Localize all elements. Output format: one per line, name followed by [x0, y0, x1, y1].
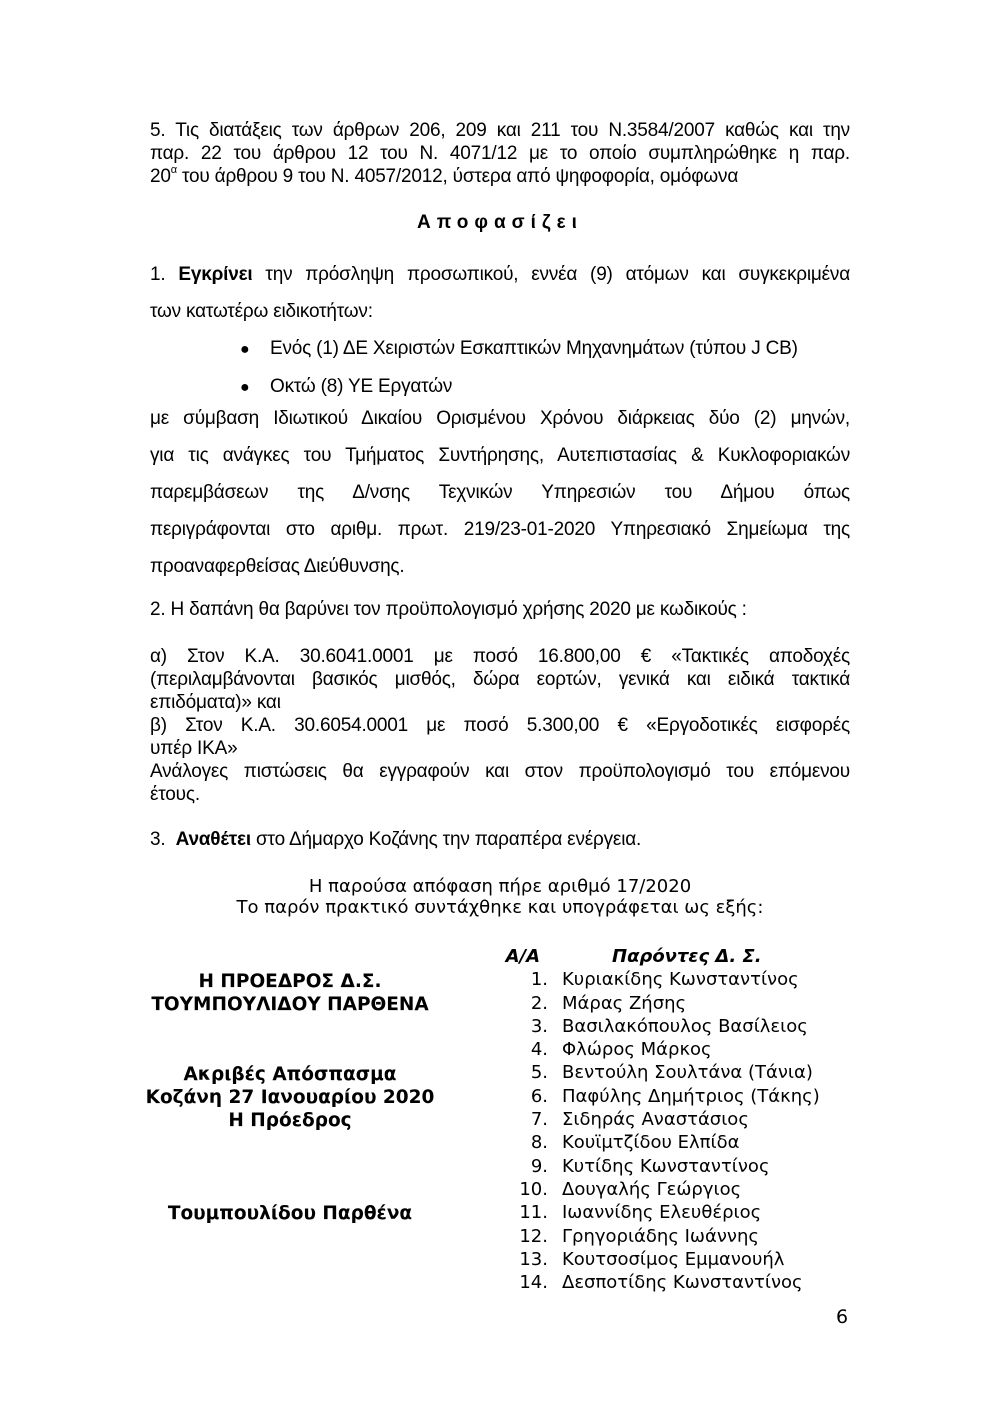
list-item: 5. Βεντούλη Σουλτάνα (Τάνια) — [530, 1062, 813, 1084]
entry-line: α) Στον Κ.Α. 30.6041.0001 με ποσό 16.800,00 € «Τακτικές αποδοχές — [150, 646, 850, 667]
closing-line-2: Το παρόν πρακτικό συντάχθηκε και υπογράφεται ως εξής: — [236, 897, 764, 918]
list-item: 6. Παφύλης Δημήτριος (Τάκης) — [530, 1085, 820, 1107]
item-3-verb: Αναθέτει — [175, 829, 251, 850]
list-item: 10. Δουγαλής Γεώργιος — [519, 1178, 742, 1200]
paragraph-line: περιγράφονται στο αριθμ. πρωτ. 219/23-01-2020 Υπηρεσιακό Σημείωμα της — [150, 519, 850, 540]
list-item: 2. Μάρας Ζήσης — [530, 992, 687, 1014]
paragraph-line: παρεμβάσεων της Δ/νσης Τεχνικών Υπηρεσιών του Δήμου όπως — [150, 482, 850, 503]
paragraph-line: με σύμβαση Ιδιωτικού Δικαίου Ορισμένου Χρόνου διάρκειας δύο (2) μηνών, — [150, 408, 850, 429]
entry-line: υπέρ ΙΚΑ» — [150, 738, 238, 759]
list-item: 1. Κυριακίδης Κωνσταντίνος — [530, 969, 799, 991]
intro-paragraph — [150, 119, 850, 188]
signature-block — [140, 970, 440, 1230]
item-1-line-1: 1. Εγκρίνει την πρόσληψη προσωπικού, εννέα (9) ατόμων και συγκεκριμένα — [150, 264, 850, 285]
bullet-icon: ● — [240, 341, 250, 358]
entry-alpha — [150, 645, 850, 714]
signer-name: Τουμπουλίδου Παρθένα — [167, 1203, 413, 1224]
president-title: Η ΠΡΟΕΔΡΟΣ Δ.Σ. — [198, 971, 382, 992]
item-1-line-2: των κατωτέρω ειδικοτήτων: — [150, 301, 373, 322]
list-item: 3. Βασιλακόπουλος Βασίλειος — [530, 1015, 808, 1037]
intro-line-1: 5. Τις διατάξεις των άρθρων 206, 209 και 211 του Ν.3584/2007 καθώς και την — [150, 120, 850, 141]
item-1-verb: Εγκρίνει — [178, 264, 253, 285]
members-list — [470, 945, 850, 1294]
item-1 — [150, 256, 850, 330]
entry-line: επιδόματα)» και — [150, 692, 281, 713]
list-item: 7. Σιδηράς Αναστάσιος — [530, 1109, 749, 1131]
closing-line-1: Η παρούσα απόφαση πήρε αριθμό 17/2020 — [308, 876, 692, 897]
intro-line-3: $20^\alpha$ του άρθρου 9 του Ν. 4057/2012, ύστερα από ψηφοφορία, ομόφωνα — [150, 164, 739, 187]
note-line: Ανάλογες πιστώσεις θα εγγραφούν και στον προϋπολογισμό του επόμενου — [150, 761, 850, 782]
item-2-heading: 2. Η δαπάνη θα βαρύνει τον προϋπολογισμό χρήσης 2020 με κωδικούς : — [150, 599, 747, 620]
list-item: 4. Φλώρος Μάρκος — [530, 1039, 712, 1061]
president-name: ΤΟΥΜΠΟΥΛΙΔΟΥ ΠΑΡΘΕΝΑ — [151, 994, 429, 1015]
note-line: έτους. — [150, 784, 200, 805]
bullet-icon: ● — [240, 379, 250, 396]
signer-role: Η Πρόεδρος — [228, 1110, 352, 1131]
paragraph-line: για τις ανάγκες του Τμήματος Συντήρησης, Αυτεπιστασίας & Κυκλοφοριακών — [150, 445, 850, 466]
item-1-paragraph — [150, 400, 850, 585]
members-header — [470, 945, 850, 968]
list-item: 8. Κουϊμτζίδου Ελπίδα — [530, 1132, 740, 1154]
extract-title: Ακριβές Απόσπασμα — [183, 1064, 397, 1085]
list-item: ● Ενός (1) ΔΕ Χειριστών Εσκαπτικών Μηχανημάτων (τύπου J CB) — [240, 330, 860, 368]
place-date: Κοζάνη 27 Ιανουαρίου 2020 — [145, 1087, 435, 1108]
closing-statement — [150, 876, 850, 918]
list-item: 11. Ιωαννίδης Ελευθέριος — [519, 1202, 762, 1224]
item-3: 3. Αναθέτει στο Δήμαρχο Κοζάνης την παραπέρα ενέργεια. — [150, 829, 642, 850]
page-number: 6 — [836, 1306, 849, 1328]
entry-line: β) Στον Κ.Α. 30.6054.0001 με ποσό 5.300,00 € «Εργοδοτικές εισφορές — [150, 715, 850, 736]
col-header-num: Α/Α — [505, 946, 540, 967]
list-item: 12. Γρηγοριάδης Ιωάννης — [519, 1225, 759, 1247]
list-item: 14. Δεσποτίδης Κωνσταντίνος — [519, 1272, 803, 1294]
entry-line: (περιλαμβάνονται βασικός μισθός, δώρα εορτών, γενικά και ειδικά τακτικά — [150, 669, 850, 690]
entry-beta — [150, 714, 850, 760]
col-header-name: Παρόντες Δ. Σ. — [612, 946, 762, 967]
note — [150, 760, 850, 806]
list-item: 13. Κουτσοσίμος Εμμανουήλ — [519, 1248, 785, 1270]
decision-heading: Αποφασίζει — [417, 212, 583, 233]
item-2-entries — [150, 645, 850, 806]
intro-line-2: παρ. 22 του άρθρου 12 του Ν. 4071/12 με το οποίο συμπληρώθηκε η παρ. — [150, 143, 850, 164]
specialties-list — [240, 330, 860, 406]
paragraph-line: προαναφερθείσας Διεύθυνσης. — [150, 556, 405, 577]
list-item: 9. Κυτίδης Κωνσταντίνος — [530, 1155, 770, 1177]
list-item: ● Οκτώ (8) ΥΕ Εργατών — [240, 368, 860, 406]
